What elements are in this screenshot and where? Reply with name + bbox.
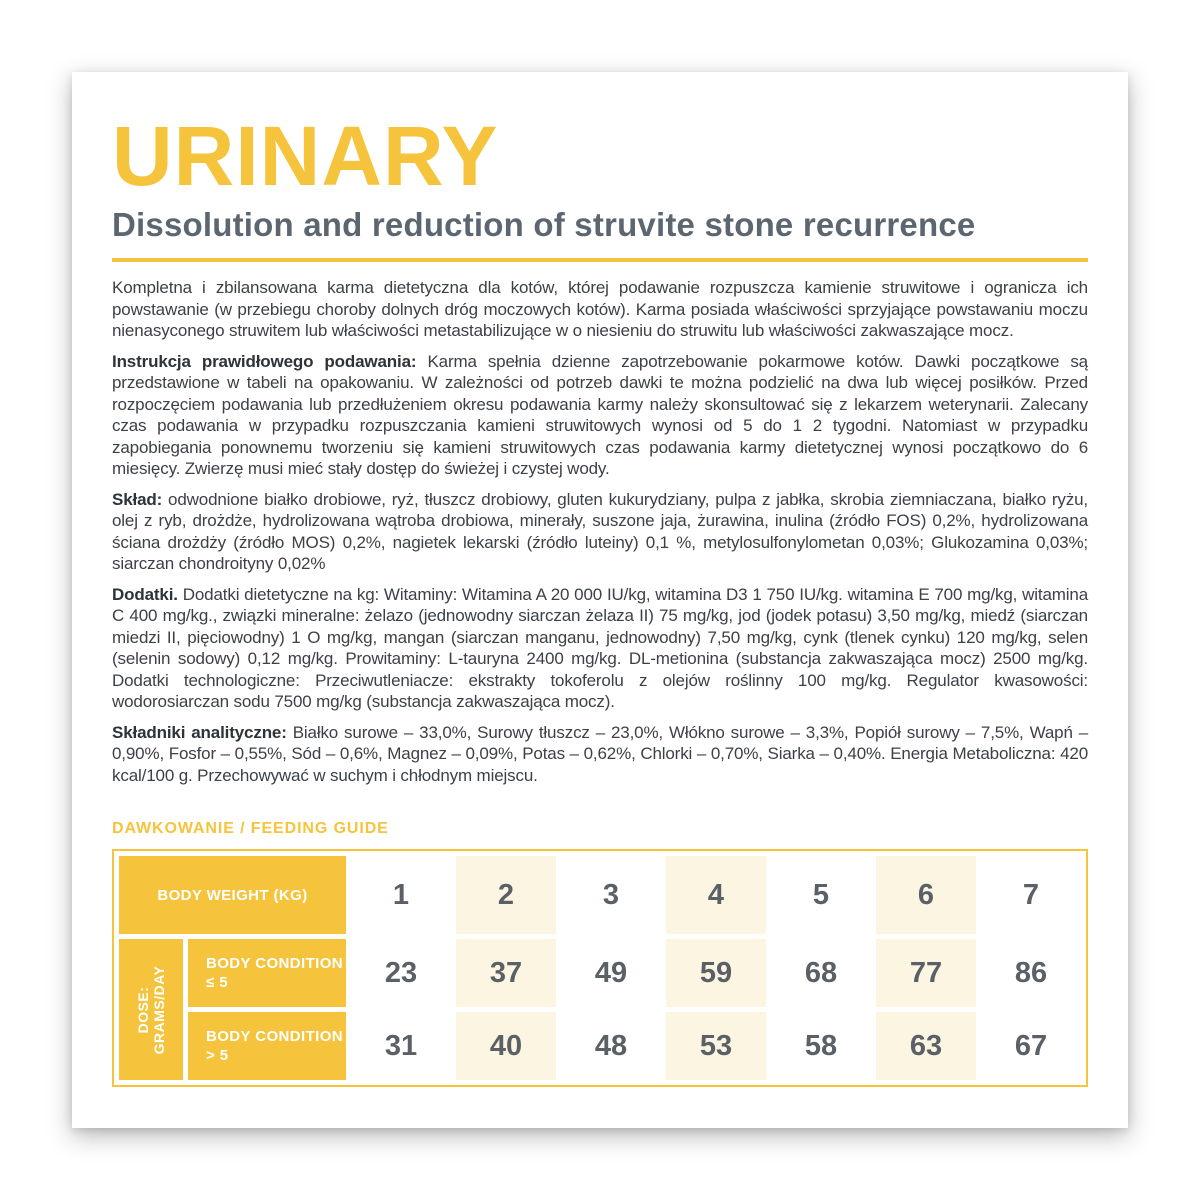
paragraph-analytical-text: Białko surowe – 33,0%, Surowy tłuszcz – 23,0%, Włókno surowe – 3,3%, Popiół surowy – 7,5%, Wapń – 0,90%, Fosfor – 0,55%, Sód – 0,6%, Magnez – 0,09%, Potas – 0,62%, Chlorki – 0,70%, Siarka – 0,40%. Energia Metaboliczna: 420 kcal/100 g. Przechowywać w suchym i chłodnym miejscu. [112, 722, 1088, 785]
paragraph-feeding-instructions [112, 351, 1088, 480]
dose-cell: 48 [594, 1029, 628, 1062]
page-subtitle: Dissolution and reduction of struvite stone recurrence [112, 206, 976, 243]
paragraph-intro-text: Kompletna i zbilansowana karma dietetyczna dla kotów, której podawanie rozpuszcza kamienie struwitowe i ogranicza ich powstawanie (w przebiegu choroby dolnych dróg moczowych kotów). Karma posiada właściwości sprzyjające powstawaniu moczu nienasyconego struwitem lub właściwości metastabilizujące w o niesieniu do struwitu lub właściwości zakwaszające mocz. [112, 278, 1088, 340]
body-weight-header-cell: BODY WEIGHT (KG) [119, 856, 346, 934]
dose-cell: 59 [666, 939, 766, 1007]
dose-cell: 53 [666, 1012, 766, 1080]
weight-cell: 5 [812, 878, 830, 911]
body-condition-gt5-label: BODY CONDITION > 5 [188, 1012, 346, 1080]
dose-cell: 67 [1014, 1029, 1048, 1062]
paragraph-additives-label: Dodatki. [112, 584, 178, 604]
dose-cell: 77 [876, 939, 976, 1007]
page-title: URINARY [112, 109, 499, 203]
dose-cell: 40 [456, 1012, 556, 1080]
paragraph-feeding-instructions-label: Instrukcja prawidłowego podawania: [112, 351, 417, 371]
paragraph-additives [112, 584, 1088, 713]
dose-axis-label [119, 939, 183, 1080]
paragraph-feeding-instructions-text: Karma spełnia dzienne zapotrzebowanie pokarmowe kotów. Dawki początkowe są przedstawione w tabeli na opakowaniu. W zależności od potrzeb dawki te można podzielić na dwa lub więcej posiłków. Przed rozpoczęciem podawania lub przedłużeniem okresu podawania karmy należy skonsultować się z lekarzem weterynarii. Zalecany czas podawania w przypadku rozpuszczania kamieni struwitowych wynosi od 5 do 1 2 tygodni. Natomiast w przypadku zapobiegania ponownemu tworzeniu się kamieni struwitowych czas podawania karmy dietetycznej wynosi początkowo do 6 miesięcy. Zwierzę musi mieć stały dostęp do świeżej i czystej wody. [112, 351, 1088, 478]
body-condition-le5-label: BODY CONDITION ≤ 5 [188, 939, 346, 1007]
dose-cell: 63 [876, 1012, 976, 1080]
weight-cell: 6 [876, 856, 976, 934]
dose-cell: 86 [1014, 956, 1048, 989]
weight-cell: 3 [602, 878, 620, 911]
dose-cell: 23 [384, 956, 418, 989]
weight-cell: 2 [456, 856, 556, 934]
dose-cell: 31 [384, 1029, 418, 1062]
paragraph-intro [112, 277, 1088, 342]
paragraph-ingredients-label: Skład: [112, 489, 163, 509]
dose-axis-label-text: DOSE: GRAMS/DAY [135, 965, 167, 1054]
yellow-divider [112, 258, 1088, 262]
weight-cell: 4 [666, 856, 766, 934]
product-label-card [72, 72, 1128, 1128]
weight-cell: 7 [1022, 878, 1040, 911]
paragraph-ingredients-text: odwodnione białko drobiowe, ryż, tłuszcz drobiowy, gluten kukurydziany, pulpa z jabłka, skrobia ziemniaczana, białko ryżu, olej z ryb, drożdże, hydrolizowana wątroba drobiowa, minerały, suszone jaja, żurawina, inulina (źródło FOS) 0,2%, hydrolizowana ściana drożdży (źródło MOS) 0,2%, nagietek lekarski (źródło luteiny) 0,1 %, metylosulfonylometan 0,03%; Glukozamina 0,03%; siarczan chondroityny 0,02% [112, 489, 1088, 573]
dose-cell: 68 [804, 956, 838, 989]
dose-cell: 49 [594, 956, 628, 989]
paragraph-analytical-label: Składniki analityczne: [112, 722, 287, 742]
paragraph-ingredients [112, 489, 1088, 575]
feeding-guide-table [112, 849, 1088, 1087]
feeding-guide-heading: DAWKOWANIE / FEEDING GUIDE [112, 820, 389, 837]
dose-cell: 37 [456, 939, 556, 1007]
paragraph-additives-text: Dodatki dietetyczne na kg: Witaminy: Witamina A 20 000 IU/kg, witamina D3 1 750 IU/kg. witamina E 700 mg/kg, witamina C 400 mg/kg., związki mineralne: żelazo (jednowodny siarczan żelaza II) 75 mg/kg, jod (jodek potasu) 3,50 mg/kg, miedź (siarczan miedzi II, pięciowodny) 1 O mg/kg, mangan (siarczan manganu, jednowodny) 7,50 mg/kg, cynk (tlenek cynku) 120 mg/kg, selen (selenin sodowy) 0,12 mg/kg. Prowitaminy: L-tauryna 2400 mg/kg. DL-metionina (substancja zakwaszająca mocz) 2500 mg/kg. Dodatki technologiczne: Przeciwutleniacze: ekstrakty tokoferolu z olejów roślinny 100 mg/kg. Regulator kwasowości: wodorosiarczan sodu 7500 mg/kg (substancja zakwaszająca mocz). [112, 584, 1088, 711]
dose-cell: 58 [804, 1029, 838, 1062]
paragraph-analytical [112, 722, 1088, 787]
weight-cell: 1 [392, 878, 410, 911]
